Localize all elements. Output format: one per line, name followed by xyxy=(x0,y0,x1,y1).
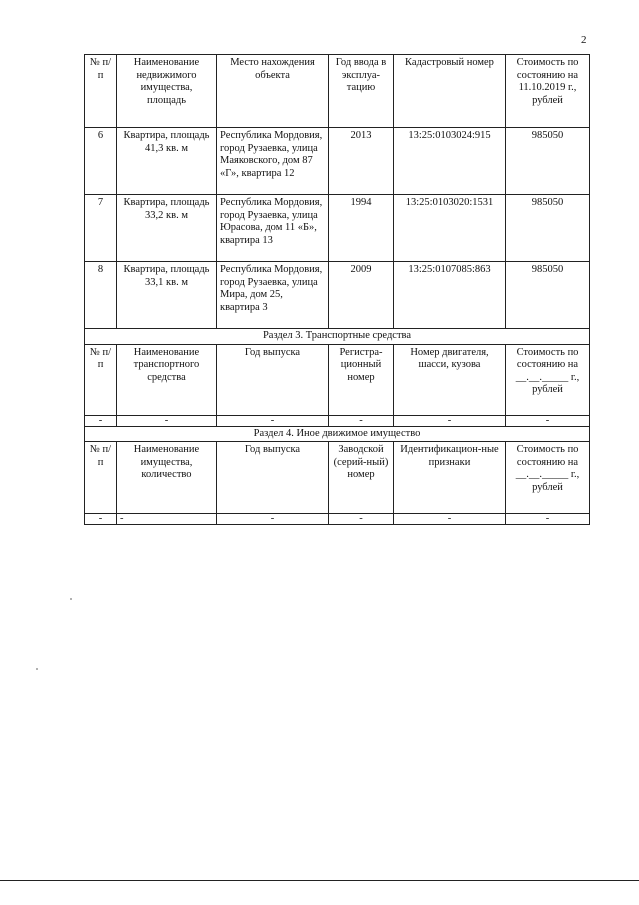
cell-dash: - xyxy=(217,415,329,426)
cell-name: Квартира, площадь 33,1 кв. м xyxy=(117,262,217,329)
scan-bottom-edge xyxy=(0,880,639,881)
section-title-row xyxy=(85,329,590,345)
cell-location: Республика Мордовия, город Рузаевка, улица Мира, дом 25, квартира 3 xyxy=(217,262,329,329)
cell-dash: - xyxy=(217,514,329,525)
cell-cadastral: 13:25:0103020:1531 xyxy=(394,195,506,262)
cell-num: 7 xyxy=(85,195,117,262)
cell-cost: 985050 xyxy=(506,128,590,195)
table-header-row xyxy=(85,344,590,415)
cell-num: 8 xyxy=(85,262,117,329)
scan-speck xyxy=(70,598,72,600)
cell-dash: - xyxy=(329,514,394,525)
section4-title: Раздел 4. Иное движимое имущество xyxy=(85,426,590,442)
header-location: Место нахождения объекта xyxy=(217,55,329,128)
header-year: Год выпуска xyxy=(217,442,329,514)
header-reg: Регистра-ционный номер xyxy=(329,344,394,415)
property-table xyxy=(84,54,590,525)
header-serial: Заводской (серий-ный) номер xyxy=(329,442,394,514)
cell-dash: - xyxy=(117,514,217,525)
header-year: Год выпуска xyxy=(217,344,329,415)
header-year: Год ввода в эксплуа-тацию xyxy=(329,55,394,128)
header-name: Наименование недвижимого имущества, площадь xyxy=(117,55,217,128)
header-cost: Стоимость по состоянию на __.__._____ г., рублей xyxy=(506,344,590,415)
page-number: 2 xyxy=(581,34,587,46)
header-num: № п/п xyxy=(85,55,117,128)
cell-dash: - xyxy=(506,514,590,525)
cell-dash: - xyxy=(394,514,506,525)
table-row xyxy=(85,128,590,195)
cell-dash: - xyxy=(506,415,590,426)
cell-cost: 985050 xyxy=(506,195,590,262)
table-row xyxy=(85,415,590,426)
cell-dash: - xyxy=(394,415,506,426)
header-ident: Идентификацион-ные признаки xyxy=(394,442,506,514)
header-engine: Номер двигателя, шасси, кузова xyxy=(394,344,506,415)
cell-year: 2009 xyxy=(329,262,394,329)
cell-location: Республика Мордовия, город Рузаевка, улица Маяковского, дом 87 «Г», квартира 12 xyxy=(217,128,329,195)
header-num: № п/п xyxy=(85,442,117,514)
table-header-row xyxy=(85,55,590,128)
header-name: Наименование имущества, количество xyxy=(117,442,217,514)
cell-cadastral: 13:25:0107085:863 xyxy=(394,262,506,329)
cell-dash: - xyxy=(85,415,117,426)
cell-cadastral: 13:25:0103024:915 xyxy=(394,128,506,195)
cell-dash: - xyxy=(85,514,117,525)
section3-title: Раздел 3. Транспортные средства xyxy=(85,329,590,345)
header-name: Наименование транспортного средства xyxy=(117,344,217,415)
table-header-row xyxy=(85,442,590,514)
cell-dash: - xyxy=(329,415,394,426)
header-cost: Стоимость по состоянию на __.__._____ г., рублей xyxy=(506,442,590,514)
header-cadastral: Кадастровый номер xyxy=(394,55,506,128)
cell-cost: 985050 xyxy=(506,262,590,329)
cell-dash: - xyxy=(117,415,217,426)
cell-location: Республика Мордовия, город Рузаевка, улица Юрасова, дом 11 «Б», квартира 13 xyxy=(217,195,329,262)
header-num: № п/п xyxy=(85,344,117,415)
cell-num: 6 xyxy=(85,128,117,195)
cell-name: Квартира, площадь 33,2 кв. м xyxy=(117,195,217,262)
table-row xyxy=(85,195,590,262)
table-row xyxy=(85,514,590,525)
section-title-row xyxy=(85,426,590,442)
cell-name: Квартира, площадь 41,3 кв. м xyxy=(117,128,217,195)
scan-speck xyxy=(36,668,38,670)
table-row xyxy=(85,262,590,329)
cell-year: 2013 xyxy=(329,128,394,195)
header-cost: Стоимость по состоянию на 11.10.2019 г., рублей xyxy=(506,55,590,128)
cell-year: 1994 xyxy=(329,195,394,262)
